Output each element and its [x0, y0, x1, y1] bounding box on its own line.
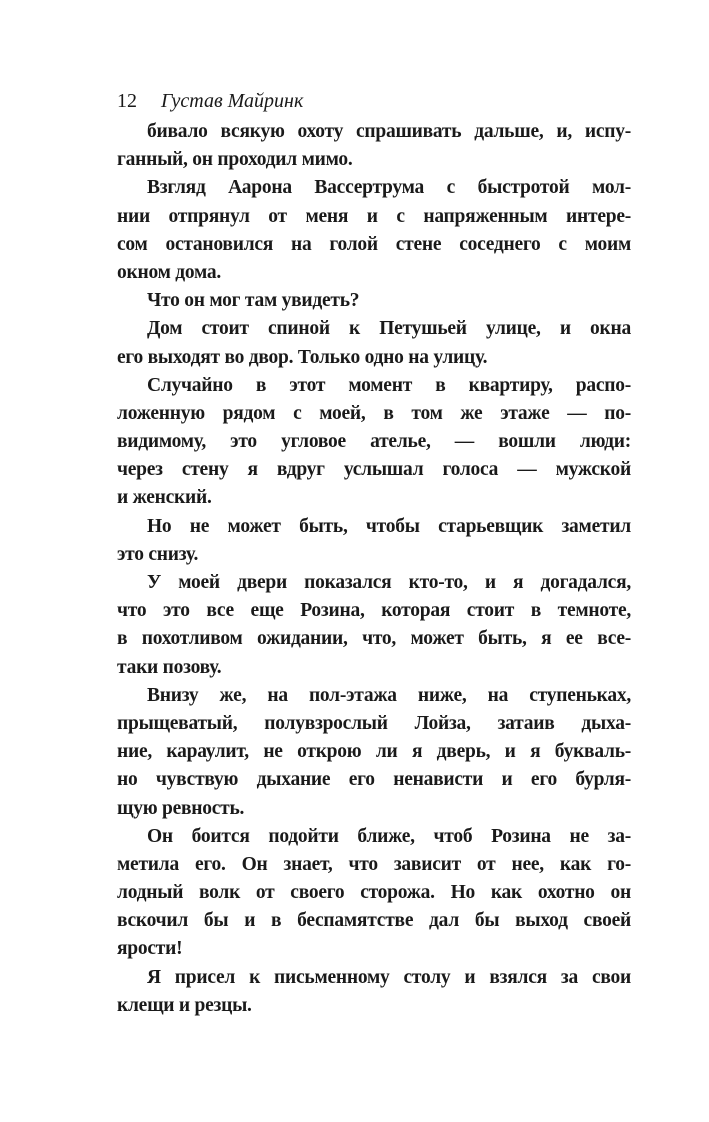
- paragraph: [117, 513, 631, 569]
- text-line: Взгляд Аарона Вассертрума с быстротой мол-: [147, 177, 631, 199]
- paragraph: [117, 287, 631, 315]
- text-line: окном дома.: [117, 261, 222, 283]
- text-line: ние, караулит, не открою ли я дверь, и я букваль-: [117, 741, 631, 763]
- text-line: У моей двери показался кто-то, и я догадался,: [147, 572, 631, 593]
- text-line: бивало всякую охоту спрашивать дальше, и, испу-: [147, 121, 631, 142]
- text-line: и женский.: [117, 487, 212, 509]
- text-line: Дом стоит спиной к Петушьей улице, и окна: [147, 318, 631, 340]
- paragraph: [117, 569, 631, 682]
- text-line: Я присел к письменному столу и взялся за свои: [147, 966, 631, 988]
- text-line: это снизу.: [117, 543, 199, 565]
- text-line: щую ревность.: [117, 797, 245, 819]
- running-title: Густав Майринк: [161, 90, 304, 112]
- text-line: но чувствую дыхание его ненависти и его бурля-: [117, 769, 631, 791]
- book-page: [117, 84, 631, 1020]
- paragraph: [117, 118, 631, 174]
- text-line: лодный волк от своего сторожа. Но как охотно он: [117, 882, 631, 904]
- body-text: [117, 118, 631, 1020]
- paragraph: [117, 174, 631, 287]
- paragraph: [117, 682, 631, 823]
- text-line: в похотливом ожидании, что, может быть, я ее все-: [117, 628, 631, 650]
- text-line: Внизу же, на пол-этажа ниже, на ступеньках,: [147, 684, 631, 706]
- text-line: ярости!: [117, 938, 183, 960]
- text-line: Он боится подойти ближе, чтоб Розина не за-: [147, 825, 631, 847]
- text-line: видимому, это угловое ателье, — вошли люди:: [117, 431, 631, 453]
- text-line: сом остановился на голой стене соседнего с моим: [117, 233, 631, 255]
- text-line: нии отпрянул от меня и с напряженным интере-: [117, 205, 631, 227]
- text-line: таки позову.: [117, 656, 222, 678]
- text-line: его выходят во двор. Только одно на улицу.: [117, 346, 488, 368]
- page-number: 12: [117, 90, 137, 112]
- paragraph: [117, 372, 631, 513]
- text-line: ганный, он проходил мимо.: [117, 149, 353, 171]
- text-line: клещи и резцы.: [117, 994, 252, 1016]
- text-line: ложенную рядом с моей, в том же этаже — по-: [117, 402, 631, 424]
- paragraph: [117, 315, 631, 371]
- page-header: [117, 84, 631, 118]
- text-line: Случайно в этот момент в квартиру, распо-: [147, 374, 631, 396]
- text-line: вскочил бы и в беспамятстве дал бы выход своей: [117, 910, 631, 932]
- text-line: Но не может быть, чтобы старьевщик заметил: [147, 515, 631, 537]
- text-line: метила его. Он знает, что зависит от нее, как го-: [117, 853, 631, 875]
- text-line: Что он мог там увидеть?: [147, 290, 360, 312]
- paragraph: [117, 823, 631, 964]
- text-line: прыщеватый, полувзрослый Лойза, затаив дыха-: [117, 712, 631, 734]
- paragraph: [117, 964, 631, 1020]
- text-line: что это все еще Розина, которая стоит в темноте,: [117, 600, 631, 622]
- text-line: через стену я вдруг услышал голоса — мужской: [117, 459, 631, 481]
